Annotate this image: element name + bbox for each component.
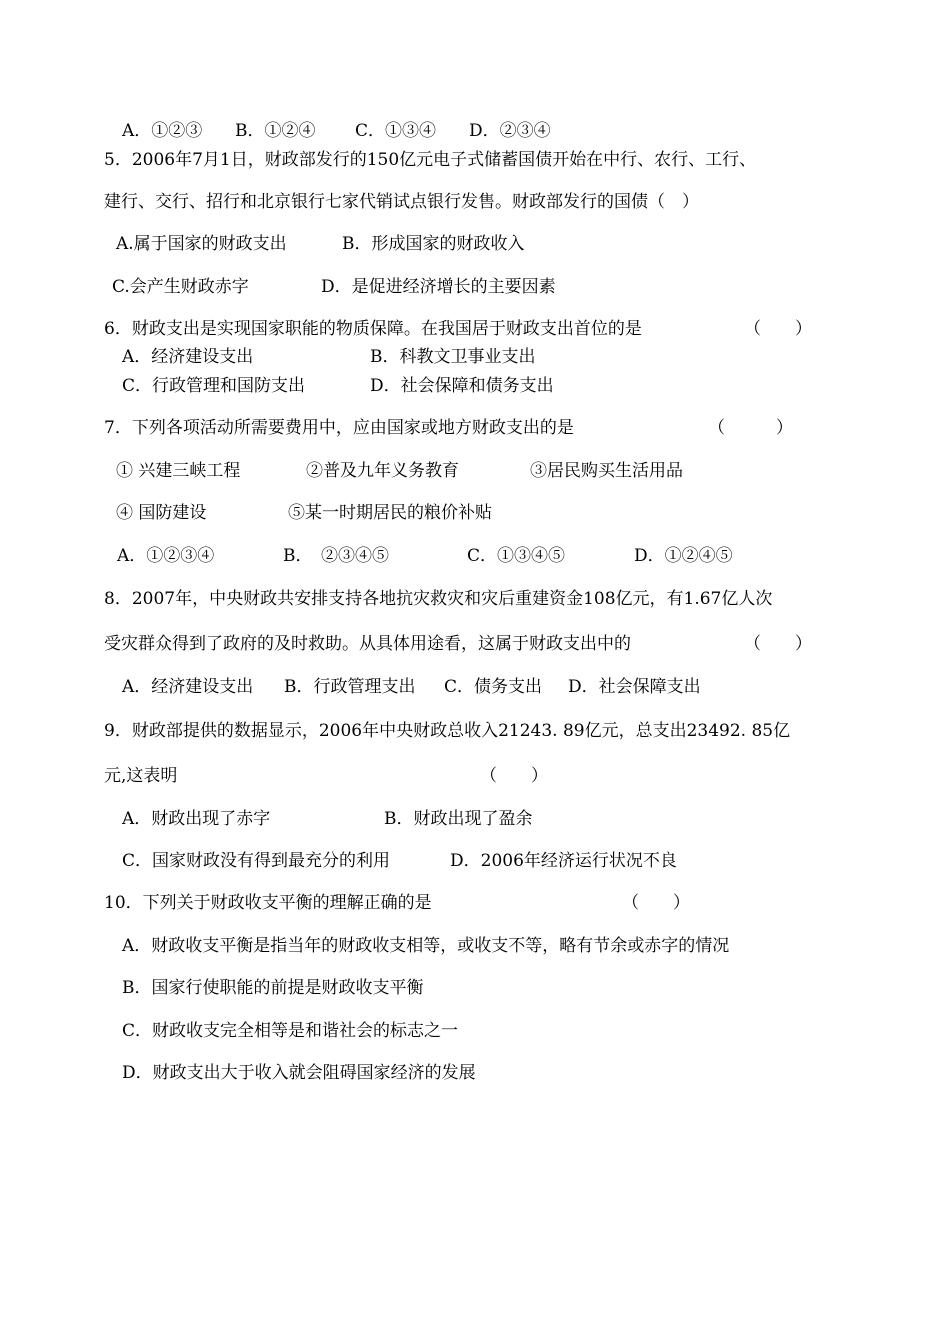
q5-option-b: B．形成国家的财政收入 (342, 234, 525, 254)
q5-stem-line-1: 5．2006年7月1日，财政部发行的150亿元电子式储蓄国债开始在中行、农行、工行、 (104, 150, 757, 170)
q6-options-row-2 (122, 375, 922, 397)
q5-options-row-2 (112, 276, 912, 298)
q9-option-d: D．2006年经济运行状况不良 (450, 851, 677, 871)
q7-answer-bracket: （ ） (708, 418, 793, 438)
q9-stem-line-2 (104, 765, 904, 787)
q5-stem-line-2: 建行、交行、招行和北京银行七家代销试点银行发售。财政部发行的国债（ ） (104, 192, 699, 212)
q9-option-c: C．国家财政没有得到最充分的利用 (122, 851, 391, 871)
q8-stem-line-2 (104, 633, 904, 655)
q7-item-1: ① 兴建三峡工程 (116, 461, 241, 481)
q6-options-row-1 (122, 346, 922, 368)
q4-option-b: B．①②④ (235, 121, 316, 141)
q9-stem-line-1: 9．财政部提供的数据显示，2006年中央财政总收入21243. 89亿元，总支出23492. 85亿 (104, 721, 791, 741)
q5-option-a: A.属于国家的财政支出 (116, 234, 287, 254)
q7-items-row-1 (116, 460, 916, 482)
q7-item-5: ⑤某一时期居民的粮价补贴 (288, 503, 492, 523)
q10-option-b: B．国家行使职能的前提是财政收支平衡 (122, 978, 424, 998)
q9-option-b: B．财政出现了盈余 (384, 809, 533, 829)
q7-stem (104, 417, 904, 439)
q7-option-a: A．①②③④ (117, 546, 215, 566)
q7-option-d: D．①②④⑤ (634, 546, 733, 566)
q10-option-c: C．财政收支完全相等是和谐社会的标志之一 (122, 1021, 459, 1041)
q4-option-d: D．②③④ (469, 121, 551, 141)
q9-options-row-1 (122, 808, 922, 830)
q5-option-c: C.会产生财政赤字 (112, 277, 249, 297)
q7-items-row-2 (116, 502, 916, 524)
q8-option-b: B．行政管理支出 (284, 677, 416, 697)
q8-stem-line-1: 8．2007年，中央财政共安排支持各地抗灾救灾和灾后重建资金108亿元，有1.67亿人次 (104, 589, 773, 609)
q9-option-a: A．财政出现了赤字 (122, 809, 271, 829)
q8-option-d: D．社会保障支出 (568, 677, 701, 697)
q6-stem-text: 6．财政支出是实现国家职能的物质保障。在我国居于财政支出首位的是 (104, 319, 642, 339)
q6-option-d: D．社会保障和债务支出 (370, 376, 554, 396)
q10-answer-bracket: （ ） (622, 893, 690, 913)
q6-stem (104, 318, 904, 340)
q8-options (122, 676, 922, 698)
q7-options (117, 545, 917, 567)
q8-stem-text: 受灾群众得到了政府的及时救助。从具体用途看，这属于财政支出中的 (104, 634, 631, 654)
q8-option-a: A．经济建设支出 (122, 677, 254, 697)
q5-options-row-1 (116, 233, 916, 255)
q7-option-b: B． ②③④⑤ (283, 546, 389, 566)
q4-option-a: A．①②③ (122, 121, 203, 141)
q4-options (122, 120, 922, 142)
q7-item-4: ④ 国防建设 (116, 503, 207, 523)
q10-option-d: D．财政支出大于收入就会阻碍国家经济的发展 (122, 1063, 476, 1083)
q9-options-row-2 (122, 850, 922, 872)
q6-answer-bracket: （ ） (744, 319, 812, 339)
q8-option-c: C．债务支出 (444, 677, 543, 697)
q8-answer-bracket: （ ） (744, 634, 812, 654)
q9-answer-bracket: （ ） (480, 766, 548, 786)
q5-option-d: D．是促进经济增长的主要因素 (321, 277, 556, 297)
q6-option-c: C．行政管理和国防支出 (122, 376, 306, 396)
q6-option-b: B．科教文卫事业支出 (370, 347, 536, 367)
q4-option-c: C．①③④ (355, 121, 437, 141)
q7-stem-text: 7．下列各项活动所需要费用中，应由国家或地方财政支出的是 (104, 418, 574, 438)
q10-stem (104, 892, 904, 914)
q10-stem-text: 10．下列关于财政收支平衡的理解正确的是 (104, 893, 432, 913)
q6-option-a: A．经济建设支出 (122, 347, 254, 367)
q7-option-c: C．①③④⑤ (467, 546, 566, 566)
q10-option-a: A．财政收支平衡是指当年的财政收支相等，或收支不等，略有节余或赤字的情况 (122, 936, 730, 956)
q7-item-2: ②普及九年义务教育 (306, 461, 459, 481)
q7-item-3: ③居民购买生活用品 (530, 461, 683, 481)
q9-stem-text: 元,这表明 (104, 766, 178, 786)
